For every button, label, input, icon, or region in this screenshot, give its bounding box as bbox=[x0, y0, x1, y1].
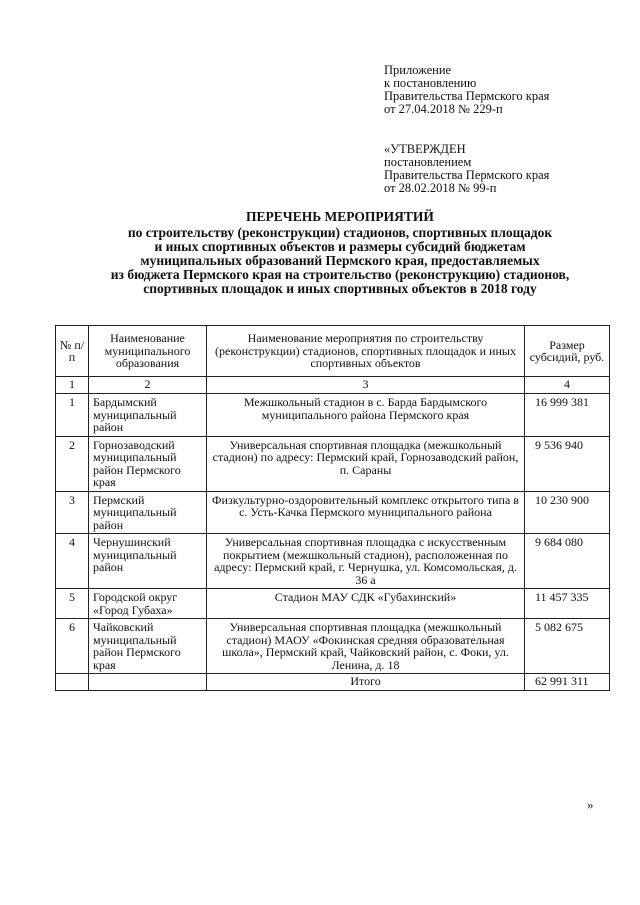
table-row bbox=[56, 534, 610, 589]
approval-line: «УТВЕРЖДЕН bbox=[384, 142, 466, 156]
table-row bbox=[56, 436, 610, 491]
table-header-row bbox=[56, 326, 610, 377]
header-amount: Размер субсидий, руб. bbox=[525, 326, 610, 377]
document-title bbox=[60, 210, 620, 296]
row-amount: 9 684 080 bbox=[525, 534, 610, 589]
row-amount: 11 457 335 bbox=[525, 589, 610, 619]
row-num: 1 bbox=[56, 394, 89, 437]
row-municipality: Чайковский муниципальный район Пермского края bbox=[89, 619, 207, 674]
row-amount: 16 999 381 bbox=[525, 394, 610, 437]
row-municipality: Чернушинский муниципальный район bbox=[89, 534, 207, 589]
header-municipality: Наименование муниципального образования bbox=[89, 326, 207, 377]
approval-line: Правительства Пермского края bbox=[384, 168, 550, 182]
row-event: Межшкольный стадион в с. Барда Бардымского муниципального района Пермского края bbox=[207, 394, 525, 437]
row-event: Универсальная спортивная площадка с искусственным покрытием (межшкольный стадион), расположенная по адресу: Пермский край, г. Чернушка, ул. Комсомольская, д. 36 а bbox=[207, 534, 525, 589]
title-line: спортивных площадок и иных спортивных объектов в 2018 году bbox=[143, 281, 537, 296]
row-municipality: Пермский муниципальный район bbox=[89, 491, 207, 534]
title-line: по строительству (реконструкции) стадионов, спортивных площадок bbox=[127, 225, 553, 240]
appendix-line: от 27.04.2018 № 229-п bbox=[384, 102, 503, 116]
row-municipality: Горнозаводский муниципальный район Пермского края bbox=[89, 436, 207, 491]
title-heading: ПЕРЕЧЕНЬ МЕРОПРИЯТИЙ bbox=[246, 209, 434, 224]
approval-line: постановлением bbox=[384, 155, 472, 169]
table-row bbox=[56, 589, 610, 619]
closing-quote: » bbox=[587, 797, 594, 812]
title-line: из бюджета Пермского края на строительство (реконструкцию) стадионов, bbox=[110, 267, 570, 282]
header-num: № п/п bbox=[56, 326, 89, 377]
total-amount: 62 991 311 bbox=[525, 674, 610, 691]
appendix-line: Правительства Пермского края bbox=[384, 89, 550, 103]
total-row bbox=[56, 674, 610, 691]
row-event: Физкультурно-оздоровительный комплекс открытого типа в с. Усть-Качка Пермского муниципального района bbox=[207, 491, 525, 534]
row-event: Универсальная спортивная площадка (межшкольный стадион) МАОУ «Фокинская средняя образовательная школа», Пермский край, Чайковский район, с. Фоки, ул. Ленина, д. 18 bbox=[207, 619, 525, 674]
column-number: 1 bbox=[56, 377, 89, 394]
column-number-row bbox=[56, 377, 610, 394]
column-number: 3 bbox=[207, 377, 525, 394]
column-number: 2 bbox=[89, 377, 207, 394]
row-amount: 10 230 900 bbox=[525, 491, 610, 534]
row-event: Стадион МАУ СДК «Губахинский» bbox=[207, 589, 525, 619]
row-num: 6 bbox=[56, 619, 89, 674]
row-municipality: Бардымский муниципальный район bbox=[89, 394, 207, 437]
row-municipality: Городской округ «Город Губаха» bbox=[89, 589, 207, 619]
row-num: 2 bbox=[56, 436, 89, 491]
row-num: 3 bbox=[56, 491, 89, 534]
appendix-line: Приложение bbox=[384, 63, 452, 77]
table-row bbox=[56, 491, 610, 534]
table-row bbox=[56, 394, 610, 437]
total-label: Итого bbox=[207, 674, 525, 691]
approval-block bbox=[384, 143, 549, 195]
title-line: муниципальных образований Пермского края, предоставляемых bbox=[140, 253, 540, 268]
table-row bbox=[56, 619, 610, 674]
events-table bbox=[55, 325, 610, 691]
row-amount: 9 536 940 bbox=[525, 436, 610, 491]
total-empty-cell bbox=[56, 674, 89, 691]
row-amount: 5 082 675 bbox=[525, 619, 610, 674]
appendix-line: к постановлению bbox=[384, 76, 477, 90]
total-empty-cell bbox=[89, 674, 207, 691]
row-num: 4 bbox=[56, 534, 89, 589]
appendix-block bbox=[384, 64, 549, 116]
row-event: Универсальная спортивная площадка (межшкольный стадион) по адресу: Пермский край, Горнозаводский район, п. Сараны bbox=[207, 436, 525, 491]
title-line: и иных спортивных объектов и размеры субсидий бюджетам bbox=[154, 239, 526, 254]
header-event: Наименование мероприятия по строительству (реконструкции) стадионов, спортивных площадок и иных спортивных объектов bbox=[207, 326, 525, 377]
column-number: 4 bbox=[525, 377, 610, 394]
approval-line: от 28.02.2018 № 99-п bbox=[384, 181, 497, 195]
row-num: 5 bbox=[56, 589, 89, 619]
